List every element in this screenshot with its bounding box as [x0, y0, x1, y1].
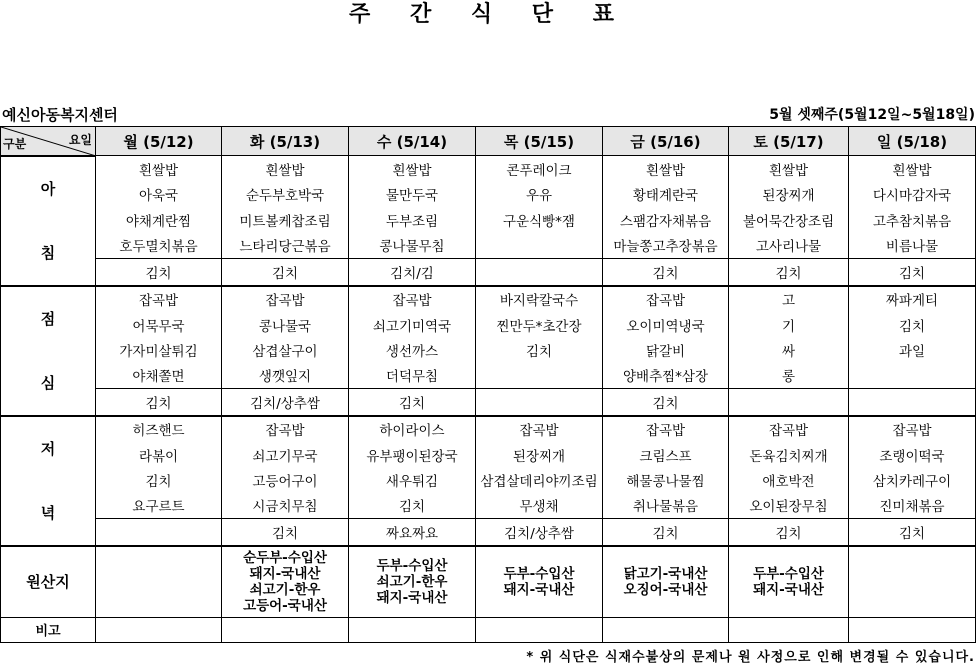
- origin-line: 닭고기-국내산: [623, 565, 708, 582]
- menu-item: 야채계란찜: [96, 207, 222, 232]
- menu-item: 하이라이스: [349, 416, 476, 442]
- day-header: 일 (5/18): [849, 127, 976, 156]
- menu-item: 미트볼케찹조림: [222, 207, 349, 232]
- meal-label-top: 점: [40, 310, 56, 328]
- menu-item: 잡곡밥: [603, 416, 729, 442]
- origin-cell: [476, 546, 603, 618]
- menu-item: 우유: [476, 182, 603, 207]
- menu-item: 콩나물국: [222, 312, 349, 337]
- menu-item: 유부팽이된장국: [349, 442, 476, 467]
- menu-item: 흰쌀밥: [96, 156, 222, 182]
- menu-item: 돈육김치찌개: [729, 442, 849, 467]
- table-row: [1, 337, 976, 362]
- footnote: * 위 식단은 식재수불상의 문제나 원 사정으로 인해 변경될 수 있습니다.: [526, 650, 975, 665]
- menu-item: 잡곡밥: [729, 416, 849, 442]
- organization-name: 예신아동복지센터: [2, 106, 118, 124]
- origin-line: 두부-수입산: [503, 565, 575, 582]
- menu-item: 기: [729, 312, 849, 337]
- menu-item: 황태계란국: [603, 182, 729, 207]
- menu-item: 김치/상추쌈: [222, 389, 349, 416]
- menu-item: 잡곡밥: [96, 286, 222, 312]
- weekly-menu-table: [0, 126, 976, 643]
- menu-item: 크림스프: [603, 442, 729, 467]
- menu-item: 새우튀김: [349, 467, 476, 492]
- menu-item: 라볶이: [96, 442, 222, 467]
- table-row: [1, 467, 976, 492]
- menu-item: 오이된장무침: [729, 493, 849, 519]
- menu-item: 양배추찜*삼장: [603, 363, 729, 389]
- remarks-cell: [349, 617, 476, 642]
- menu-item: 김치: [222, 258, 349, 285]
- menu-item: [476, 232, 603, 258]
- origin-line: 돼지-국내산: [376, 589, 448, 606]
- meal-label-bottom: 심: [40, 374, 56, 392]
- menu-item: 무생채: [476, 493, 603, 519]
- origin-cell: [729, 546, 849, 618]
- menu-item: 야채쫄면: [96, 363, 222, 389]
- menu-item: 호두멸치볶음: [96, 232, 222, 258]
- menu-item: 흰쌀밥: [349, 156, 476, 182]
- origin-line: 오징어-국내산: [623, 581, 708, 598]
- origin-line: 쇠고기-한우: [376, 573, 448, 590]
- origin-line: 돼지-국내산: [753, 581, 824, 598]
- menu-item: 생깻잎지: [222, 363, 349, 389]
- meal-label: [1, 156, 96, 286]
- menu-item: 잡곡밥: [222, 416, 349, 442]
- menu-item: 찐만두*초간장: [476, 312, 603, 337]
- menu-item: 김치: [849, 519, 976, 546]
- menu-item: 김치: [349, 493, 476, 519]
- table-row: [1, 442, 976, 467]
- table-row: [1, 493, 976, 519]
- origin-line: 돼지-국내산: [249, 565, 321, 582]
- table-row: [1, 258, 976, 285]
- menu-item: 바지락칼국수: [476, 286, 603, 312]
- menu-item: 김치: [729, 258, 849, 285]
- menu-item: 잡곡밥: [849, 416, 976, 442]
- menu-item: 다시마감자국: [849, 182, 976, 207]
- origin-row: [1, 546, 976, 618]
- menu-item: 오이미역냉국: [603, 312, 729, 337]
- meal-label: [1, 416, 96, 546]
- origin-cell: [96, 546, 222, 618]
- table-row: [1, 182, 976, 207]
- menu-item: 흰쌀밥: [603, 156, 729, 182]
- menu-item: 순두부호박국: [222, 182, 349, 207]
- menu-item: 불어묵간장조림: [729, 207, 849, 232]
- remarks-cell: [476, 617, 603, 642]
- corner-header: [1, 127, 96, 156]
- menu-item: 요구르트: [96, 493, 222, 519]
- origin-line: 두부-수입산: [376, 557, 448, 574]
- menu-item: 닭갈비: [603, 337, 729, 362]
- menu-item: 김치: [476, 337, 603, 362]
- day-header: 토 (5/17): [729, 127, 849, 156]
- menu-item: 쇠고기미역국: [349, 312, 476, 337]
- menu-item: 고추참치볶음: [849, 207, 976, 232]
- page-title: 주 간 식 단 표: [349, 2, 630, 27]
- origin-line: 순두부-수입산: [243, 549, 327, 566]
- remarks-label: 비고: [1, 617, 96, 642]
- menu-item: 흰쌀밥: [849, 156, 976, 182]
- table-row: [1, 389, 976, 416]
- meal-label-top: 아: [40, 180, 56, 198]
- origin-cell: [222, 546, 349, 618]
- menu-item: 김치: [222, 519, 349, 546]
- table-row: [1, 232, 976, 258]
- menu-item: 쇠고기무국: [222, 442, 349, 467]
- day-header: 수 (5/14): [349, 127, 476, 156]
- menu-item: [729, 389, 849, 416]
- menu-item: 잡곡밥: [222, 286, 349, 312]
- remarks-cell: [849, 617, 976, 642]
- menu-item: 고: [729, 286, 849, 312]
- menu-item: 잡곡밥: [603, 286, 729, 312]
- menu-item: 짜요짜요: [349, 519, 476, 546]
- menu-item: 과일: [849, 337, 976, 362]
- remarks-cell: [96, 617, 222, 642]
- menu-item: 김치: [603, 519, 729, 546]
- origin-line: 쇠고기-한우: [249, 581, 321, 598]
- meal-label-bottom: 침: [40, 244, 56, 262]
- table-row: [1, 207, 976, 232]
- menu-item: 해물콩나물찜: [603, 467, 729, 492]
- menu-item: 삼치카레구이: [849, 467, 976, 492]
- menu-item: 김치: [96, 389, 222, 416]
- table-row: [1, 519, 976, 546]
- menu-item: 어묵무국: [96, 312, 222, 337]
- header-yoil: 요일: [68, 133, 92, 147]
- menu-item: 된장찌개: [476, 442, 603, 467]
- meal-label: [1, 286, 96, 416]
- origin-line: 돼지-국내산: [503, 581, 575, 598]
- origin-label: 원산지: [1, 546, 96, 618]
- menu-item: 콘푸레이크: [476, 156, 603, 182]
- menu-item: 흰쌀밥: [729, 156, 849, 182]
- remarks-row: [1, 617, 976, 642]
- menu-item: 된장찌개: [729, 182, 849, 207]
- remarks-cell: [222, 617, 349, 642]
- menu-item: 김치: [96, 467, 222, 492]
- menu-item: 삼겹살데리야끼조림: [476, 467, 603, 492]
- menu-item: 진미채볶음: [849, 493, 976, 519]
- header-row: [1, 127, 976, 156]
- menu-item: 김치: [729, 519, 849, 546]
- menu-item: 고등어구이: [222, 467, 349, 492]
- origin-cell: [849, 546, 976, 618]
- menu-item: 김치: [603, 258, 729, 285]
- meal-label-bottom: 녁: [40, 504, 56, 522]
- remarks-cell: [603, 617, 729, 642]
- menu-item: 김치: [96, 258, 222, 285]
- menu-item: 고사리나물: [729, 232, 849, 258]
- menu-item: 잡곡밥: [476, 416, 603, 442]
- table-row: [1, 156, 976, 182]
- menu-item: [476, 363, 603, 389]
- day-header: 월 (5/12): [96, 127, 222, 156]
- menu-item: 김치/김: [349, 258, 476, 285]
- menu-item: 마늘쫑고추장볶음: [603, 232, 729, 258]
- table-row: [1, 286, 976, 312]
- origin-line: 두부-수입산: [753, 565, 824, 582]
- table-row: [1, 363, 976, 389]
- menu-item: [849, 363, 976, 389]
- header-gubun: 구분: [3, 136, 27, 151]
- menu-item: 비름나물: [849, 232, 976, 258]
- menu-item: 삼겹살구이: [222, 337, 349, 362]
- menu-item: [476, 258, 603, 285]
- menu-item: 느타리당근볶음: [222, 232, 349, 258]
- menu-item: 짜파게티: [849, 286, 976, 312]
- menu-item: 두부조림: [349, 207, 476, 232]
- menu-item: 조랭이떡국: [849, 442, 976, 467]
- menu-item: 김치: [849, 312, 976, 337]
- menu-item: 롱: [729, 363, 849, 389]
- menu-item: 흰쌀밥: [222, 156, 349, 182]
- week-range: 5월 셋째주(5월12일~5월18일): [769, 107, 975, 123]
- day-header: 금 (5/16): [603, 127, 729, 156]
- menu-item: 더덕무침: [349, 363, 476, 389]
- menu-item: 김치: [349, 389, 476, 416]
- menu-item: 김치: [849, 258, 976, 285]
- menu-item: 아욱국: [96, 182, 222, 207]
- origin-cell: [603, 546, 729, 618]
- menu-item: [96, 519, 222, 546]
- menu-item: 취나물볶음: [603, 493, 729, 519]
- origin-line: 고등어-국내산: [243, 597, 327, 614]
- table-row: [1, 416, 976, 442]
- menu-item: 김치: [603, 389, 729, 416]
- table-row: [1, 312, 976, 337]
- menu-item: 싸: [729, 337, 849, 362]
- day-header: 목 (5/15): [476, 127, 603, 156]
- menu-item: 가자미살튀김: [96, 337, 222, 362]
- menu-item: 히즈핸드: [96, 416, 222, 442]
- menu-item: 스팸감자채볶음: [603, 207, 729, 232]
- origin-cell: [349, 546, 476, 618]
- menu-item: 시금치무침: [222, 493, 349, 519]
- menu-item: 구운식빵*잼: [476, 207, 603, 232]
- menu-item: 애호박전: [729, 467, 849, 492]
- day-header: 화 (5/13): [222, 127, 349, 156]
- menu-item: [476, 389, 603, 416]
- menu-item: 콩나물무침: [349, 232, 476, 258]
- menu-item: 생선까스: [349, 337, 476, 362]
- menu-item: 잡곡밥: [349, 286, 476, 312]
- menu-item: 물만두국: [349, 182, 476, 207]
- meal-label-top: 저: [40, 440, 56, 458]
- remarks-cell: [729, 617, 849, 642]
- menu-item: [849, 389, 976, 416]
- menu-item: 김치/상추쌈: [476, 519, 603, 546]
